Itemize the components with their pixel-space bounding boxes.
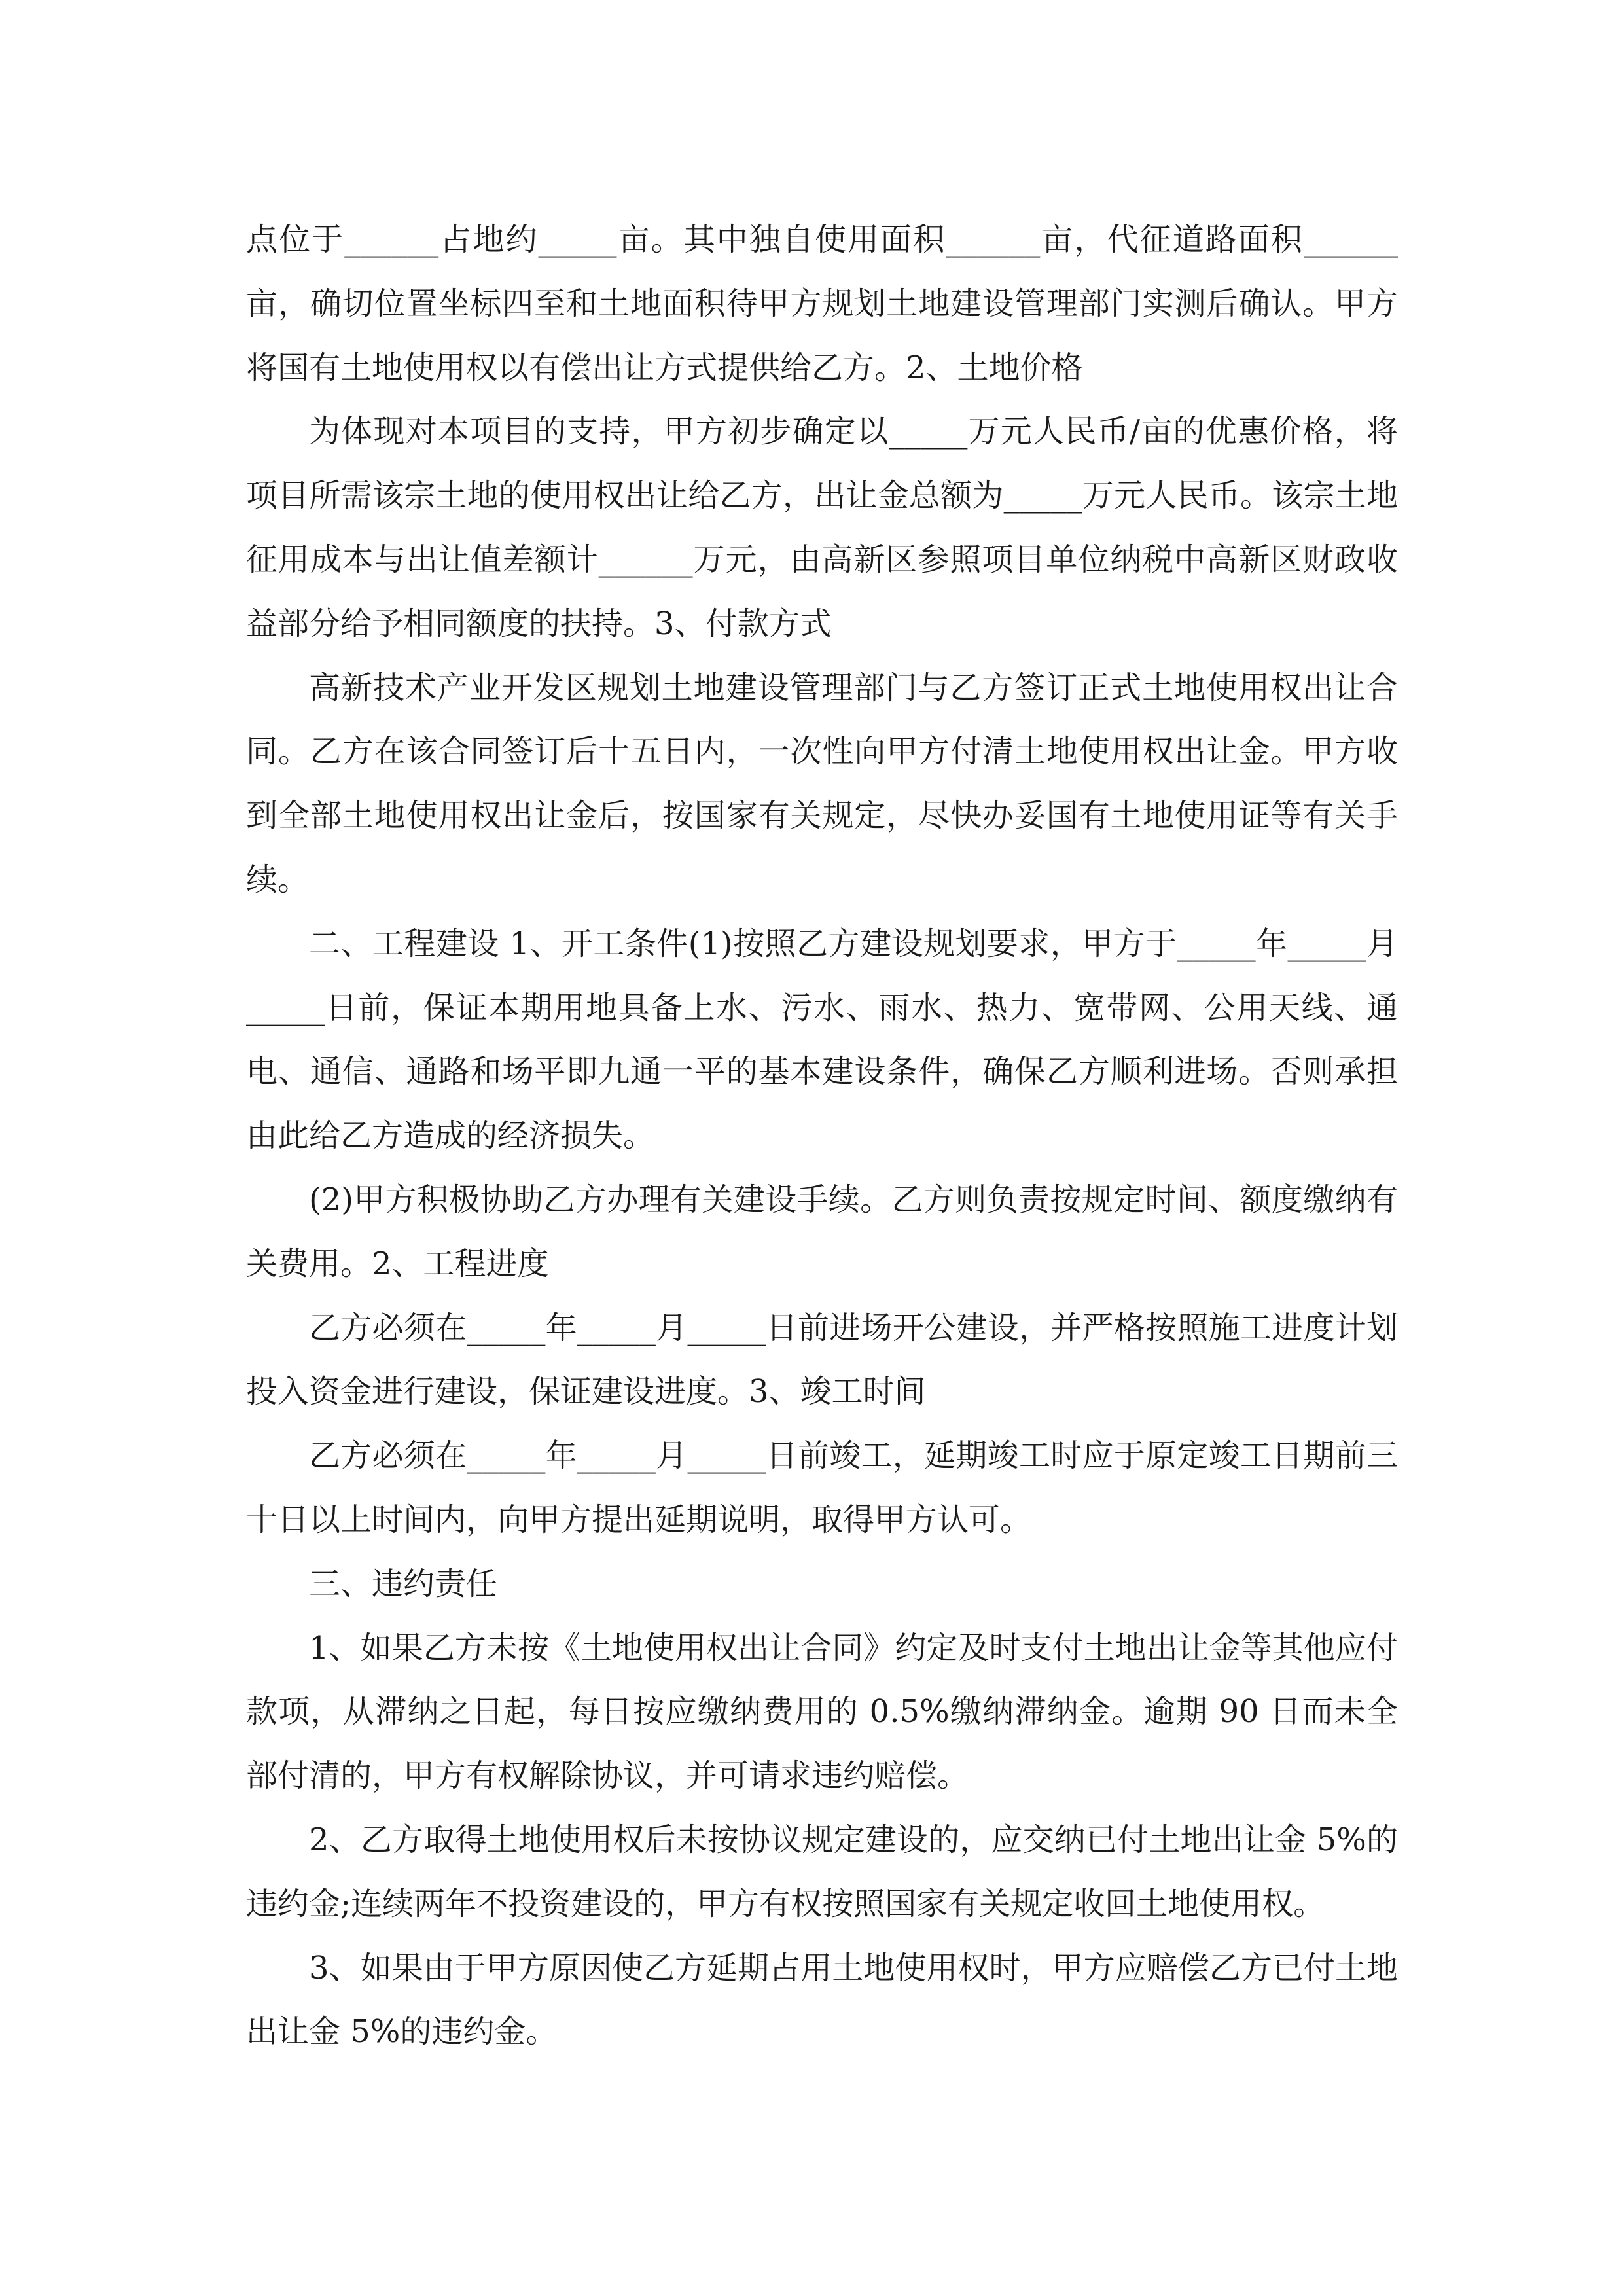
paragraph-payment-method: 高新技术产业开发区规划土地建设管理部门与乙方签订正式土地使用权出让合同。乙方在该合同签订后十五日内，一次性向甲方付清土地使用权出让金。甲方收到全部土地使用权出让金后，按国家有关规定，尽快办妥国有土地使用证等有关手续。: [246, 669, 1398, 898]
paragraph-construction-progress: 乙方必须在_____年_____月_____日前进场开公建设，并严格按照施工进度计划投入资金进行建设，保证建设进度。3、竣工时间: [246, 1309, 1398, 1410]
paragraph-liability-1: 1、如果乙方未按《土地使用权出让合同》约定及时支付土地出让金等其他应付款项，从滞纳之日起，每日按应缴纳费用的 0.5%缴纳滞纳金。逾期 90 日而未全部付清的，甲方有权解除协议，并可请求违约赔偿。: [246, 1629, 1398, 1795]
paragraph-land-price: 为体现对本项目的支持，甲方初步确定以_____万元人民币/亩的优惠价格，将项目所需该宗土地的使用权出让给乙方，出让金总额为_____万元人民币。该宗土地征用成本与出让值差额计______万元，由高新区参照项目单位纳税中高新区财政收益部分给予相同额度的扶持。3、付款方式: [246, 413, 1398, 642]
paragraph-construction-start: 二、工程建设 1、开工条件(1)按照乙方建设规划要求，甲方于_____年_____月_____日前，保证本期用地具备上水、污水、雨水、热力、宽带网、公用天线、通电、通信、通路和场平即九通一平的基本建设条件，确保乙方顺利进场。否则承担由此给乙方造成的经济损失。: [246, 925, 1398, 1155]
paragraph-liability-2: 2、乙方取得土地使用权后未按协议规定建设的，应交纳已付土地出让金 5%的违约金;连续两年不投资建设的，甲方有权按照国家有关规定收回土地使用权。: [246, 1821, 1398, 1922]
paragraph-construction-procedures: (2)甲方积极协助乙方办理有关建设手续。乙方则负责按规定时间、额度缴纳有关费用。2、工程进度: [246, 1181, 1398, 1282]
document-page: [246, 208, 1398, 2064]
section-heading-liability: 三、违约责任: [309, 1565, 498, 1602]
paragraph-land-location: 点位于______占地约_____亩。其中独自使用面积______亩，代征道路面积______亩，确切位置坐标四至和土地面积待甲方规划土地建设管理部门实测后确认。甲方将国有土地使用权以有偿出让方式提供给乙方。2、土地价格: [246, 221, 1398, 386]
paragraph-completion-time: 乙方必须在_____年_____月_____日前竣工，延期竣工时应于原定竣工日期前三十日以上时间内，向甲方提出延期说明，取得甲方认可。: [246, 1437, 1398, 1538]
paragraph-liability-3: 3、如果由于甲方原因使乙方延期占用土地使用权时，甲方应赔偿乙方已付土地出让金 5%的违约金。: [246, 1949, 1398, 2051]
